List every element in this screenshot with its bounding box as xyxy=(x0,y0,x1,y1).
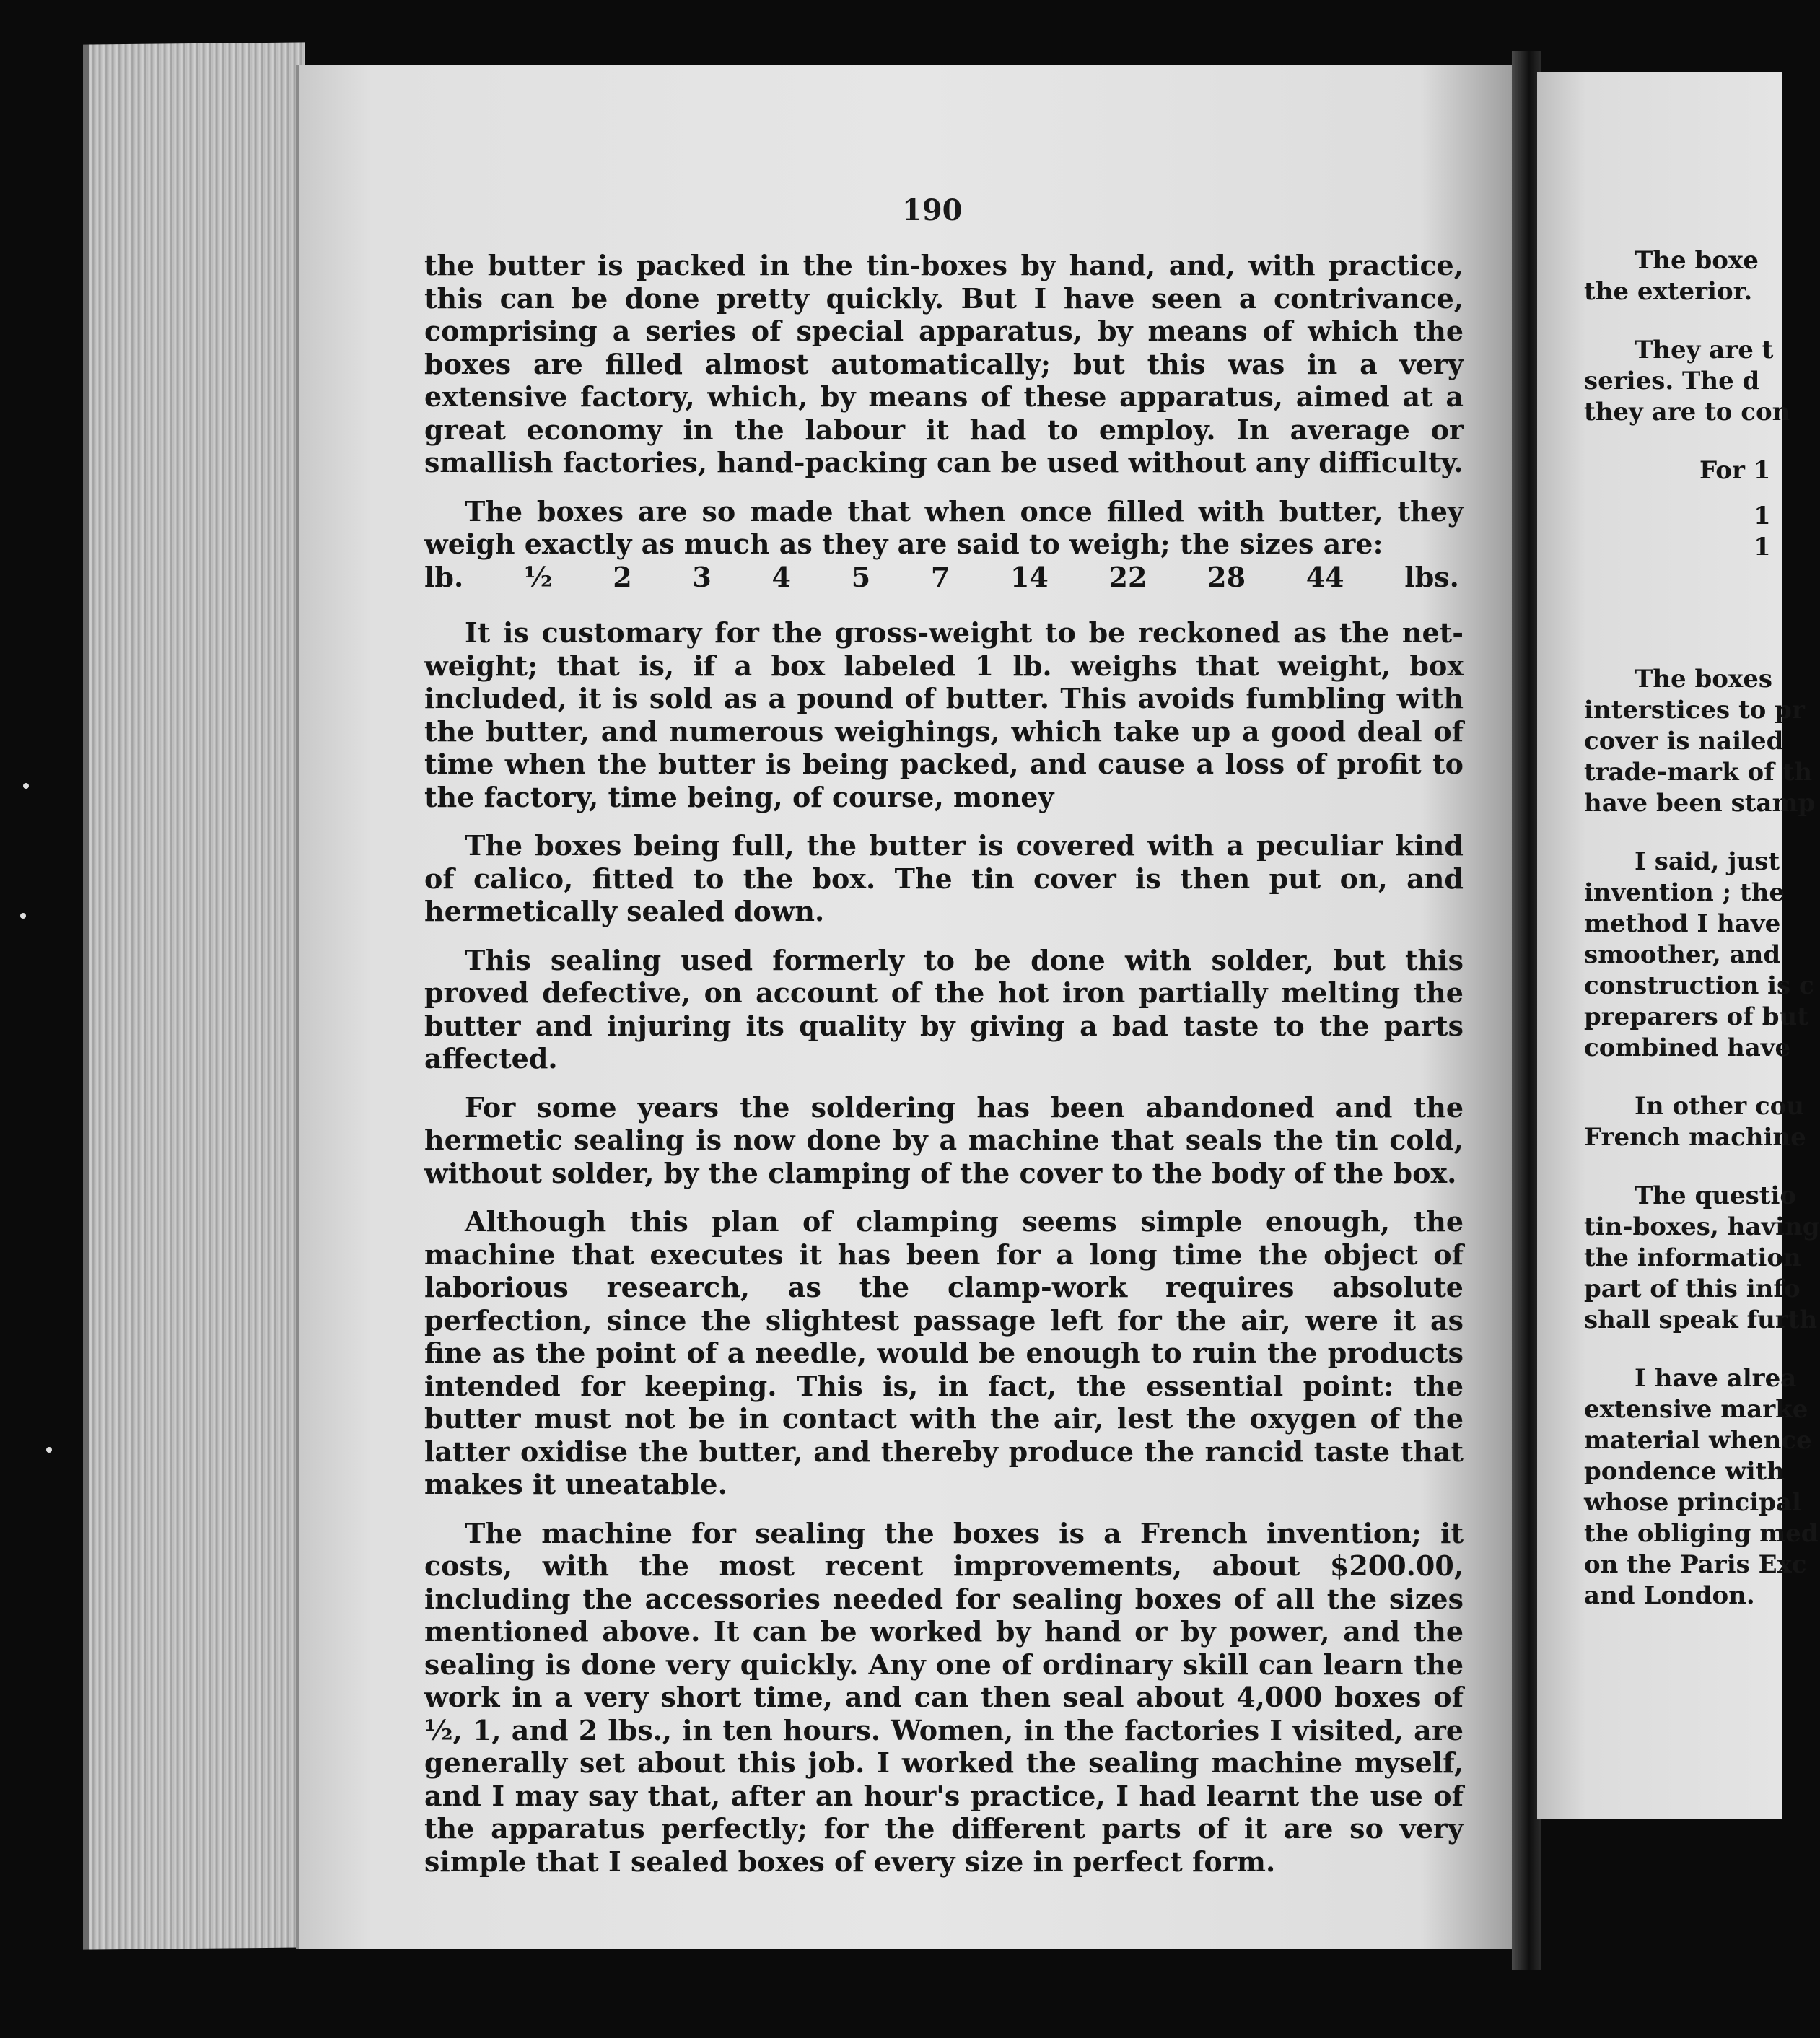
book-gutter xyxy=(1512,51,1541,1970)
text-line: French machine xyxy=(1584,1123,1806,1152)
box-sizes-row xyxy=(424,561,1464,594)
text-line: material whence xyxy=(1584,1426,1812,1455)
dust-speck xyxy=(46,1447,52,1453)
size-value: 28 xyxy=(1207,560,1246,593)
text-line: 1 xyxy=(1754,533,1771,561)
text-line: trade-mark of th xyxy=(1584,758,1813,787)
text-line: the information xyxy=(1584,1243,1801,1272)
size-value: 44 xyxy=(1305,560,1344,593)
paragraph: For some years the soldering has been abandoned and the hermetic sealing is now done by a machine that seals the tin cold, without solder, by the clamping of the cover to the body of the box. xyxy=(424,1090,1464,1189)
page-number: 190 xyxy=(902,193,963,227)
size-value: 4 xyxy=(771,560,791,593)
text-line: I said, just xyxy=(1635,847,1780,876)
left-page-body xyxy=(424,249,1464,1894)
paragraph: The boxes are so made that when once filled with butter, they weigh exactly as much as they are said to weigh; the sizes are: xyxy=(424,494,1464,560)
text-line: smoother, and xyxy=(1584,940,1781,969)
text-line: extensive marke xyxy=(1584,1395,1808,1424)
size-value: 5 xyxy=(851,560,871,593)
text-line: pondence with xyxy=(1584,1457,1785,1486)
text-line: tin-boxes, having xyxy=(1584,1212,1820,1241)
size-value: 14 xyxy=(1010,560,1049,593)
paragraph: This sealing used formerly to be done with solder, but this proved defective, on account of the hot iron partially melting the butter and injuring its quality by giving a bad taste to the parts affected. xyxy=(424,943,1464,1075)
text-line: interstices to pr xyxy=(1584,696,1805,725)
text-line: The questio xyxy=(1635,1181,1797,1210)
paragraph xyxy=(1584,1363,1819,1611)
paragraph xyxy=(1584,455,1786,563)
right-page-body xyxy=(1584,245,1820,1639)
text-line: and London. xyxy=(1584,1581,1755,1610)
dust-speck xyxy=(20,913,26,919)
text-line: 1 xyxy=(1754,502,1771,530)
text-line: In other cou xyxy=(1635,1092,1805,1121)
paragraph: Although this plan of clamping seems simple enough, the machine that executes it has been for a long time the object of laborious research, as the clamp-work requires absolute perfection, since the slightest passage left for the air, were it as fine as the point of a needle, would be enough to ruin the products intended for keeping. This is, in fact, the essential point: the butter must not be in contact with the air, lest the oxygen of the latter oxidise the butter, and thereby produce the rancid taste that makes it uneatable. xyxy=(424,1205,1464,1500)
size-value: 22 xyxy=(1108,560,1147,593)
text-line: The boxe xyxy=(1635,246,1759,275)
text-line: they are to con xyxy=(1584,398,1790,427)
text-line: method I have xyxy=(1584,909,1781,938)
text-line: have been stamp xyxy=(1584,789,1816,818)
paragraph: The machine for sealing the boxes is a French invention; it costs, with the most recent improvements, about $200.00, including the accessories needed for sealing boxes of all the sizes mentioned above. It can be worked by hand or by power, and the sealing is done very quickly. Any one of ordinary skill can learn the work in a very short time, and can then seal about 4,000 boxes of ½, 1, and 2 lbs., in ten hours. Women, in the factories I visited, are generally set about this job. I worked the sealing machine myself, and I may say that, after an hour's practice, I had learnt the use of the apparatus perfectly; for the different parts of it are so very simple that I sealed boxes of every size in perfect form. xyxy=(424,1516,1464,1878)
text-line: combined have xyxy=(1584,1033,1791,1062)
paragraph: The boxes being full, the butter is covered with a peculiar kind of calico, fitted to the box. The tin cover is then put on, and hermetically sealed down. xyxy=(424,829,1464,927)
text-line: They are t xyxy=(1635,336,1774,364)
text-line: series. The d xyxy=(1584,367,1760,395)
size-value: 3 xyxy=(692,560,712,593)
dust-speck xyxy=(23,783,29,789)
text-line: I have alrea xyxy=(1635,1364,1797,1393)
paragraph: the butter is packed in the tin-boxes by hand, and, with practice, this can be done pretty quickly. But I have seen a contrivance, comprising a series of special apparatus, by means of which the boxes are filled almost automatically; but this was in a very extensive factory, which, by means of these apparatus, aimed at a great economy in the labour it had to employ. In average or smallish factories, hand-packing can be used without any difficulty. xyxy=(424,249,1464,478)
paragraph xyxy=(1584,335,1790,428)
size-value: 7 xyxy=(930,560,950,593)
text-line: the exterior. xyxy=(1584,277,1753,306)
text-line: the obliging med xyxy=(1584,1519,1819,1548)
text-line: invention ; the xyxy=(1584,878,1785,907)
text-line: shall speak furth xyxy=(1584,1306,1818,1334)
paragraph xyxy=(1584,1091,1806,1153)
text-line: preparers of but xyxy=(1584,1002,1808,1031)
paragraph xyxy=(1584,1181,1820,1336)
text-line: on the Paris Exc xyxy=(1584,1550,1807,1579)
text-line: cover is nailed xyxy=(1584,727,1784,756)
paragraph xyxy=(1584,664,1816,819)
text-line: part of this info xyxy=(1584,1274,1801,1303)
size-value: lb. xyxy=(424,560,464,593)
paragraph xyxy=(1584,847,1814,1064)
text-line: construction is c xyxy=(1584,971,1814,1000)
paragraph: It is customary for the gross-weight to be reckoned as the net-weight; that is, if a box labeled 1 lb. weighs that weight, box included, it is sold as a pound of butter. This avoids fumbling with the butter, and numerous weighings, which take up a good deal of time when the butter is being packed, and cause a loss of profit to the factory, time being, of course, money xyxy=(424,616,1464,813)
book-page-edges xyxy=(83,42,305,1949)
text-line: For 1 xyxy=(1699,456,1771,485)
text-line: The boxes xyxy=(1635,665,1772,694)
size-value: ½ xyxy=(523,560,553,593)
paragraph xyxy=(1584,245,1786,307)
text-line: whose principal xyxy=(1584,1488,1801,1517)
size-value: lbs. xyxy=(1404,560,1459,593)
size-value: 2 xyxy=(613,560,632,593)
